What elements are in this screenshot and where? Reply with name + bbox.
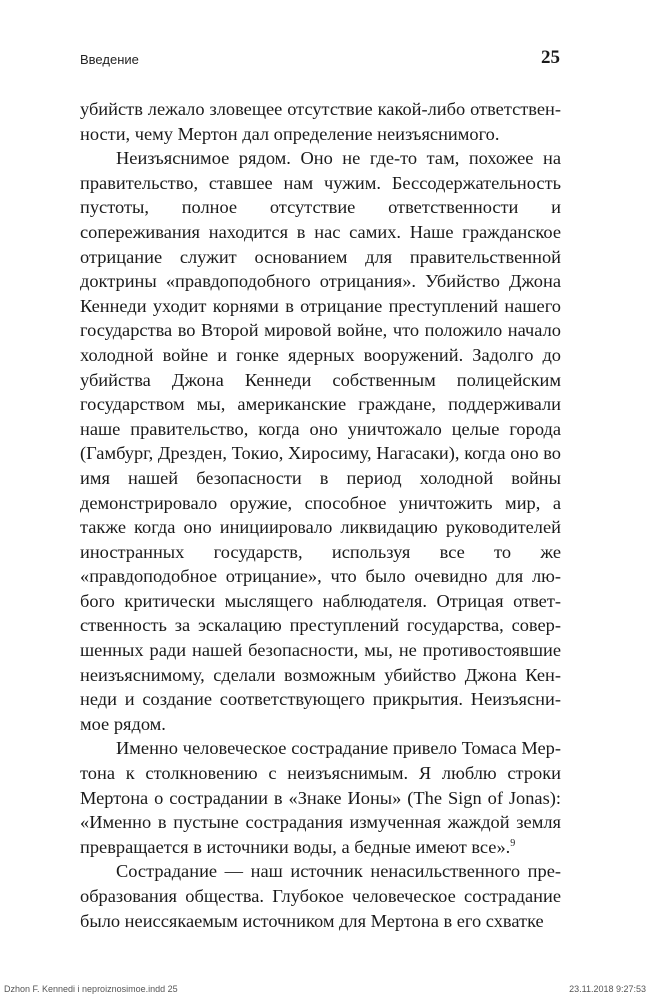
footer-timestamp: 23.11.2018 9:27:53 — [569, 984, 646, 994]
footer-file-name: Dzhon F. Kennedi i neproiznosimoe.indd 25 — [4, 984, 178, 994]
body-text — [80, 97, 561, 933]
paragraph-4: Сострадание — наш источник ненасильственного преобразования общества. Глубокое человеческое сострадание было неиссякаемым источником для Мертона в его схватке — [80, 861, 561, 931]
paragraph-3-text: Именно человеческое сострадание привело Томаса Мертона к столкновению с неизъяснимым. Я люблю строки Мертона о сострадании в «Знаке Ионы» (The Sign of Jonas): «Именно в пустыне сострадания измученная жаждой земля превращается в источники воды, а бедные имеют все». — [80, 738, 561, 857]
footnote-marker[interactable]: 9 — [510, 837, 516, 849]
paragraph-1: убийств лежало зловещее отсутствие какой-либо ответственности, чему Мертон дал определение неизъяснимого. — [80, 99, 561, 144]
paragraph-3 — [80, 736, 561, 859]
running-head-title: Введение — [80, 52, 139, 67]
paragraph-2: Неизъяснимое рядом. Оно не где-то там, похожее на правительство, ставшее нам чужим. Бессодержательность пустоты, полное отсутствие ответственности и сопереживания находится в нас самих. Наше гражданское отрицание служит основанием для правительственной доктрины «правдоподобного отрицания». Убийство Джона Кеннеди уходит корнями в отрицание преступлений нашего государства во Второй мировой войне, что положило начало холодной войне и гонке ядерных вооружений. Задолго до убийства Джона Кеннеди собственным полицейским государством мы, американские граждане, поддерживали наше правительство, когда оно уничтожало целые города (Гамбург, Дрезден, Токио, Хиросиму, Нагасаки), когда оно во имя нашей безопасности в период холодной войны демонстрировало оружие, способное уничтожить мир, а также когда оно инициировало ликвидацию руководителей иностранных государств, используя все то же «правдоподобное отрицание», что было очевидно для любого критически мыслящего наблюдателя. Отрицая ответственность за эскалацию преступлений государства, совершенных ради нашей безопасности, мы, не противостоявшие неизъяснимому, сделали возможным убийство Джона Кеннеди и создание соответствующего прикрытия. Неизъяснимое рядом. — [80, 148, 561, 734]
page-number: 25 — [541, 47, 560, 68]
